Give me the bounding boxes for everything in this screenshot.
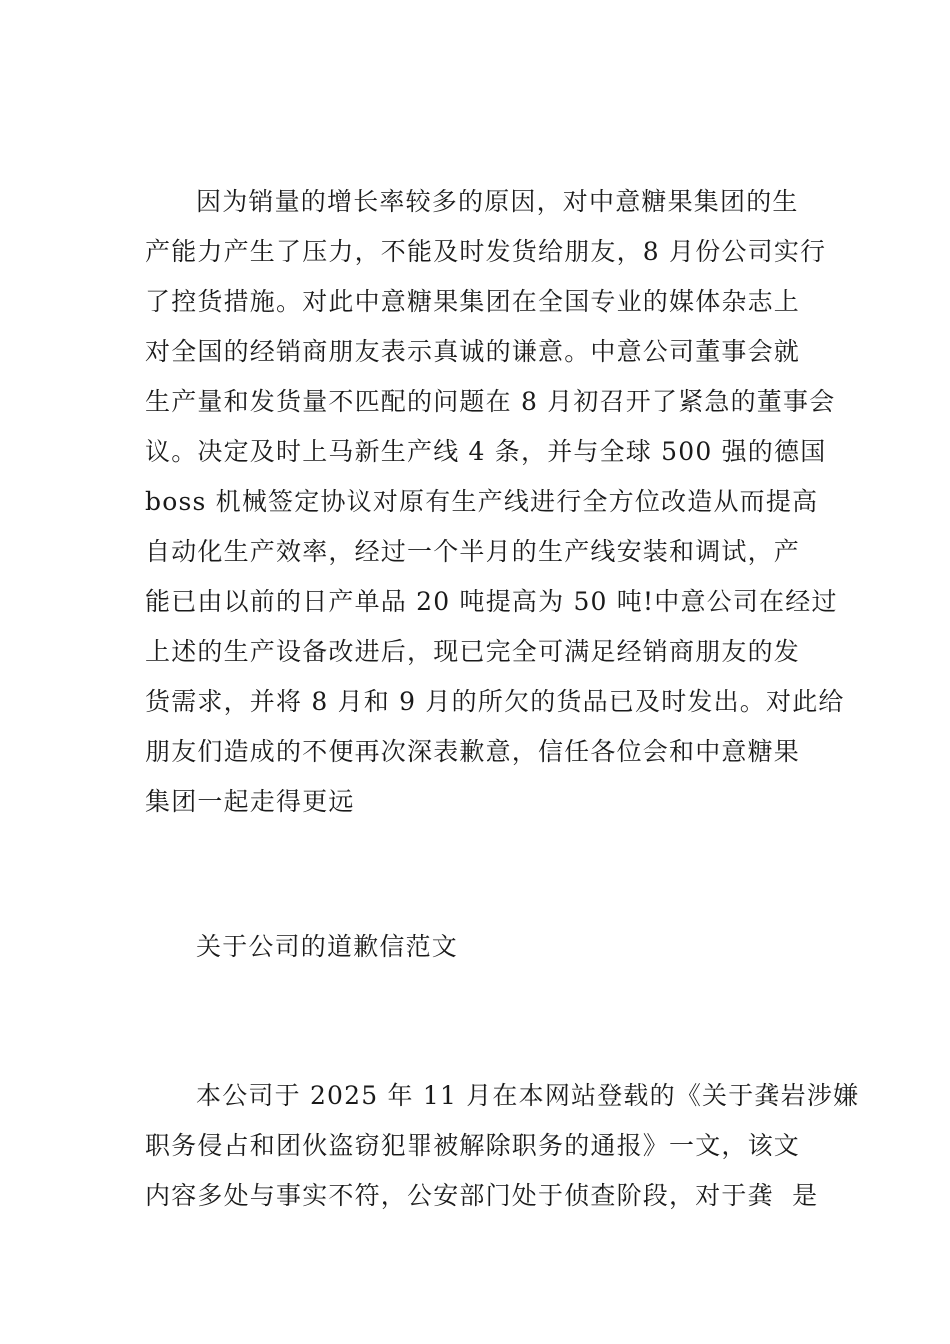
paragraph-line: 内容多处与事实不符，公安部门处于侦查阶段，对于龚 是 bbox=[145, 1181, 819, 1210]
paragraph-line: 议。决定及时上马新生产线 4 条，并与全球 500 强的德国 bbox=[145, 437, 827, 466]
paragraph-line: 朋友们造成的不便再次深表歉意，信任各位会和中意糖果 bbox=[145, 737, 801, 766]
paragraph-line: 本公司于 2025 年 11 月在本网站登载的《关于龚岩涉嫌 bbox=[196, 1081, 860, 1110]
paragraph-line: 生产量和发货量不匹配的问题在 8 月初召开了紧急的董事会 bbox=[145, 387, 836, 416]
paragraph-line: 自动化生产效率，经过一个半月的生产线安装和调试，产 bbox=[145, 537, 801, 566]
paragraph-line: 上述的生产设备改进后，现已完全可满足经销商朋友的发 bbox=[145, 637, 801, 666]
paragraph-line: 能已由以前的日产单品 20 吨提高为 50 吨!中意公司在经过 bbox=[145, 587, 838, 616]
paragraph-line: 货需求，并将 8 月和 9 月的所欠的货品已及时发出。对此给 bbox=[145, 687, 845, 716]
paragraph-line: boss 机械签定协议对原有生产线进行全方位改造从而提高 bbox=[145, 487, 819, 516]
paragraph-line: 了控货措施。对此中意糖果集团在全国专业的媒体杂志上 bbox=[145, 287, 801, 316]
paragraph-line: 因为销量的增长率较多的原因，对中意糖果集团的生 bbox=[196, 187, 799, 216]
paragraph-line: 集团一起走得更远 bbox=[145, 787, 355, 816]
paragraph-line: 职务侵占和团伙盗窃犯罪被解除职务的通报》一文，该文 bbox=[145, 1131, 801, 1160]
section-heading: 关于公司的道歉信范文 bbox=[196, 932, 459, 961]
paragraph-line: 对全国的经销商朋友表示真诚的谦意。中意公司董事会就 bbox=[145, 337, 801, 366]
paragraph-line: 产能力产生了压力，不能及时发货给朋友，8 月份公司实行 bbox=[145, 237, 827, 266]
